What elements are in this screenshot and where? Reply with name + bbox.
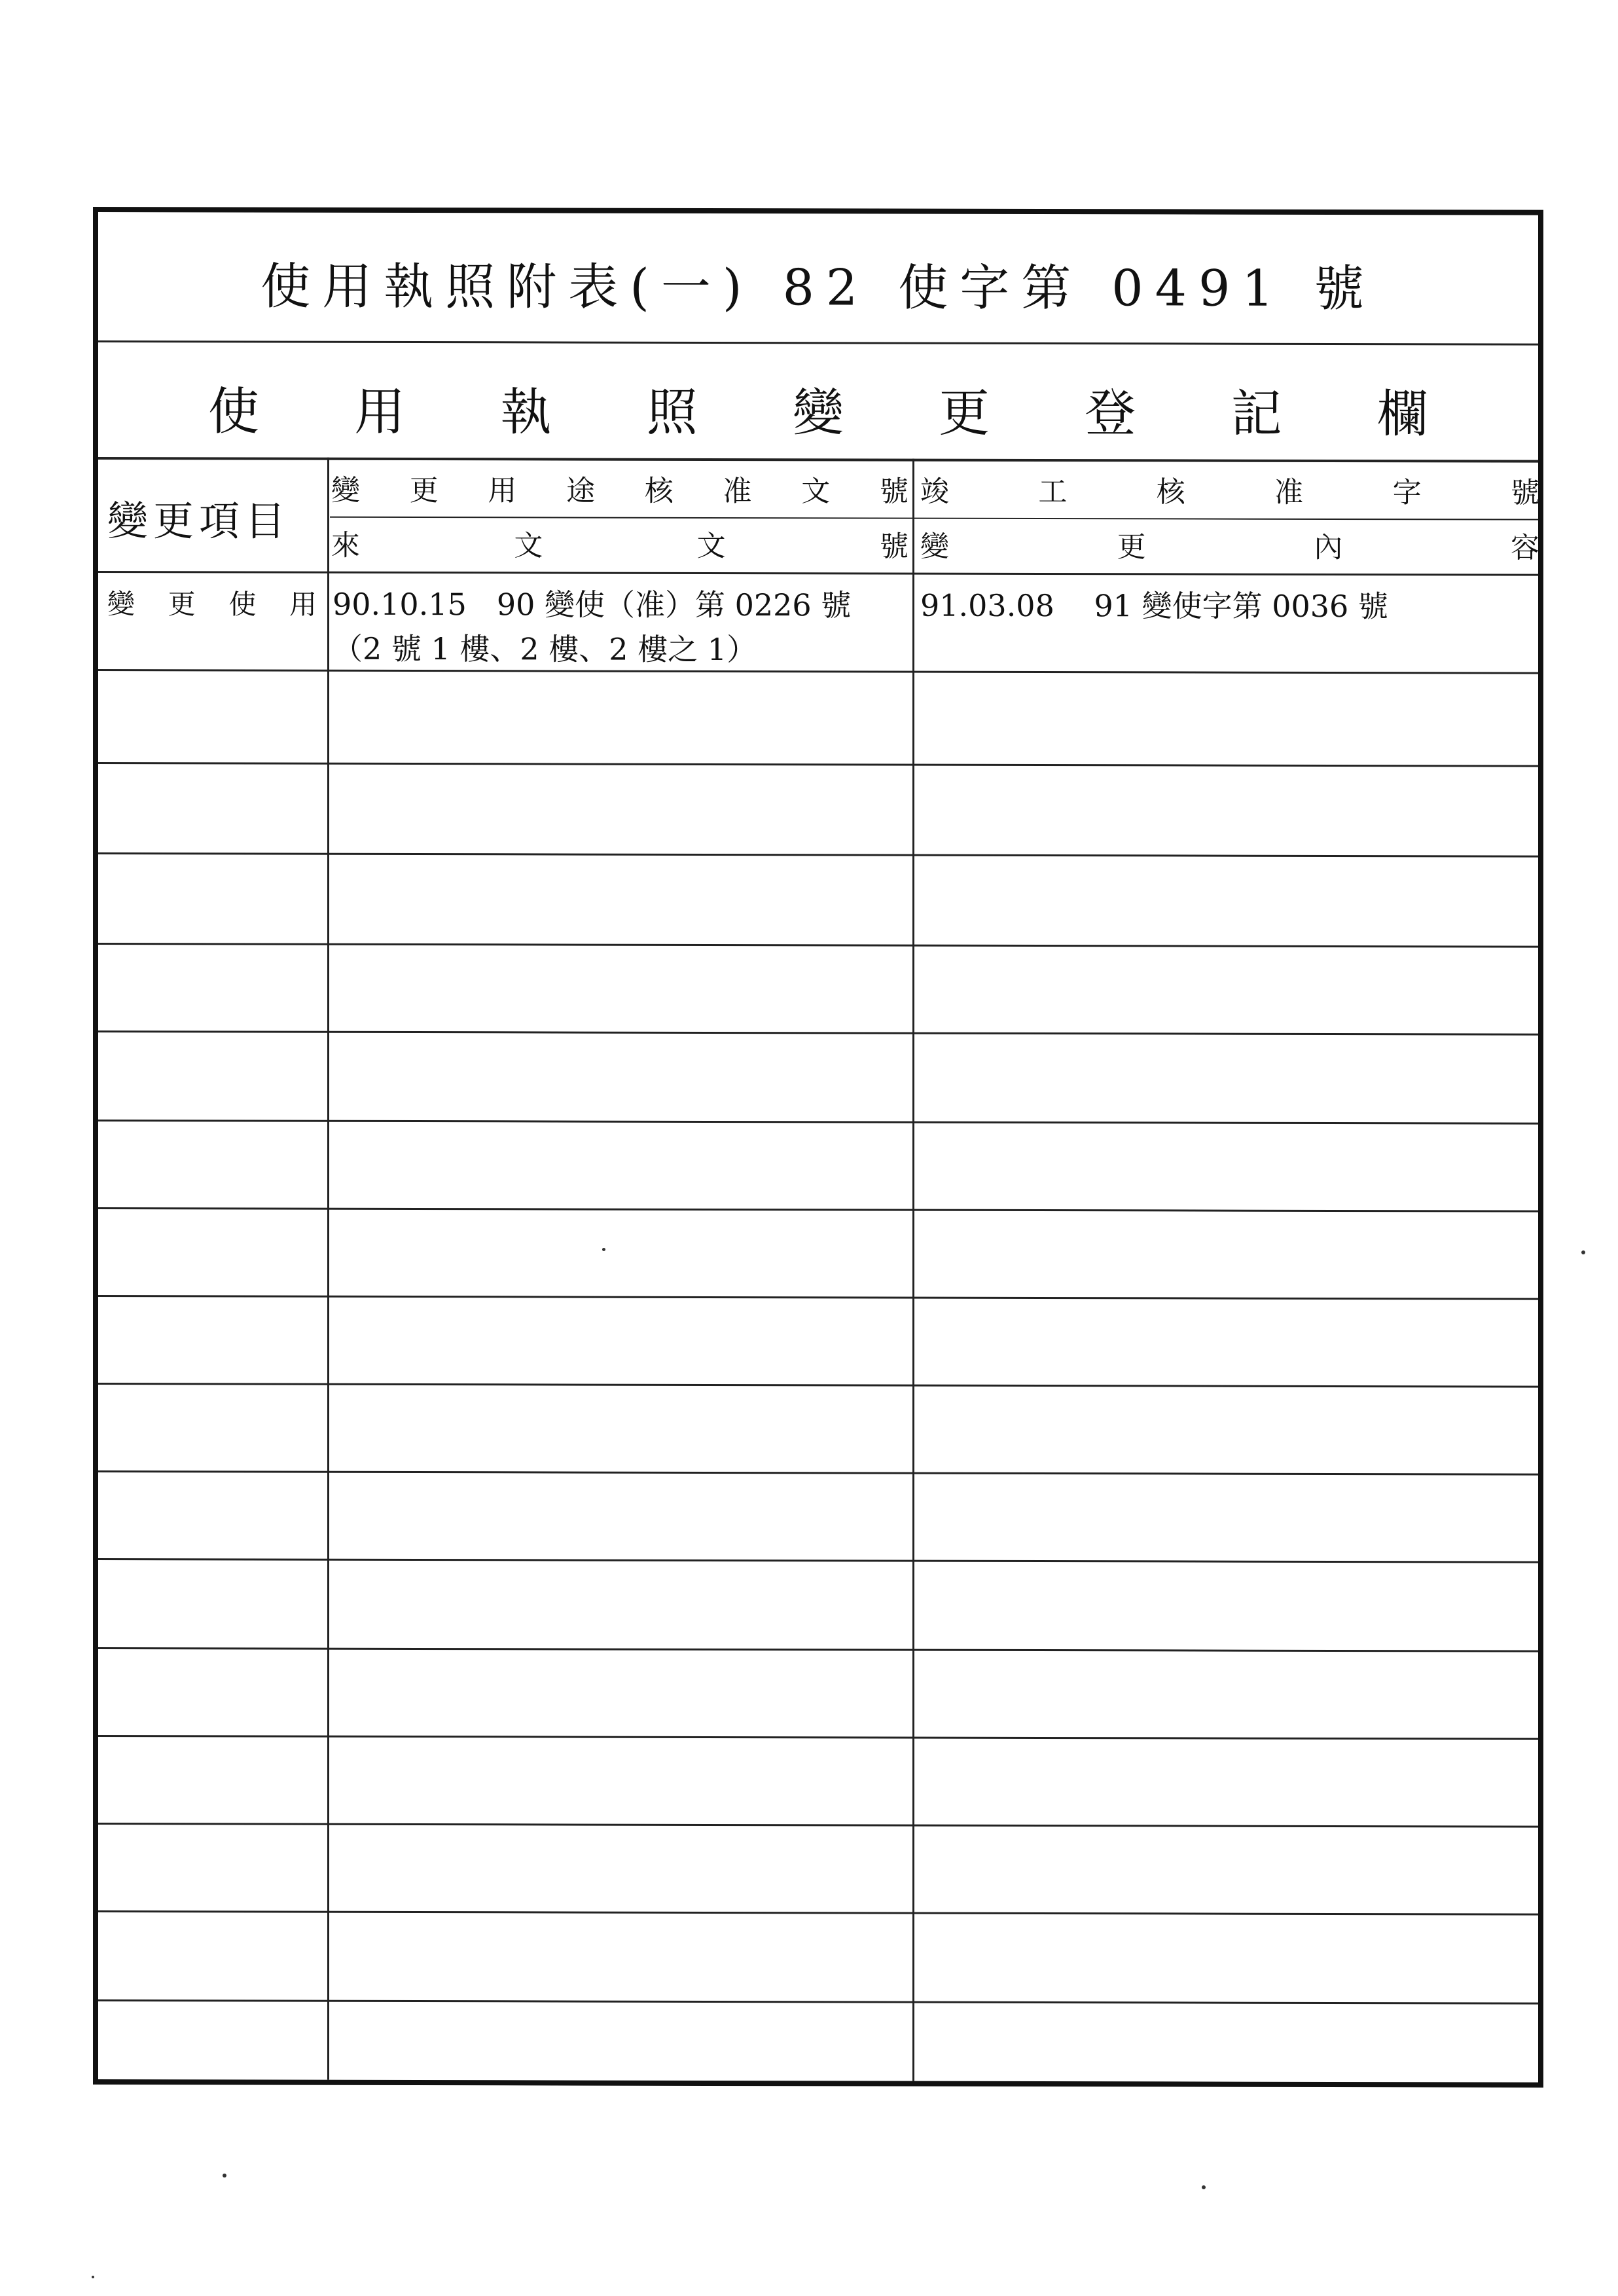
subtitle-char: 更: [939, 384, 990, 443]
row-line: [98, 1295, 1538, 1300]
row-line: [98, 1999, 1538, 2005]
form-subtitle-row: [98, 340, 1538, 460]
row-line: [98, 1558, 1538, 1563]
scan-speck: [1202, 2185, 1206, 2189]
title-part: 使字第: [898, 258, 1083, 318]
form-title: [98, 246, 1538, 321]
title-part: 使用執照附表: [261, 257, 630, 316]
header-item-label: 變更項目: [107, 497, 291, 545]
column-divider: [327, 458, 329, 2080]
title-part: 82: [782, 258, 870, 317]
subtitle-char: 照: [646, 383, 698, 443]
subtitle-char: 使: [208, 382, 260, 442]
header-subdivider: [330, 517, 1538, 520]
scan-speck: [602, 1248, 605, 1251]
entry-approval-line1: 90.10.15 90 變使（准）第 0226 號: [333, 586, 852, 623]
header-completion-approval: 竣 工 核 准 字 號: [920, 475, 1539, 510]
title-part: 號: [1314, 259, 1376, 318]
row-line: [98, 1823, 1538, 1828]
header-change-content: 變 更 內 容: [920, 530, 1539, 565]
row-line: [98, 852, 1538, 858]
entry-item: 變 更 使 用: [107, 588, 317, 621]
subtitle-char: 執: [500, 383, 552, 443]
row-line: [98, 1030, 1538, 1036]
row-line: [98, 1910, 1538, 1916]
row-line: [98, 1470, 1538, 1476]
scan-speck: [1581, 1250, 1585, 1254]
row-line: [98, 943, 1538, 948]
entry-approval-line2: （2 號 1 樓、2 樓、2 樓之 1）: [333, 630, 757, 668]
form-title-row: [98, 212, 1538, 344]
subtitle-char: 用: [354, 382, 406, 442]
row-line: [98, 762, 1538, 767]
header-incoming-doc: 來 文 文 號: [331, 528, 908, 564]
header-approval-doc: 變 更 用 途 核 准 文 號: [331, 473, 908, 509]
title-part: (一): [630, 257, 754, 317]
row-line: [98, 1647, 1538, 1652]
form-subtitle: [208, 371, 1428, 446]
scan-speck: [223, 2174, 226, 2178]
row-line: [98, 1207, 1538, 1212]
row-line: [98, 1735, 1538, 1740]
column-divider: [912, 459, 914, 2081]
license-number: 0491: [1111, 259, 1285, 318]
change-registration-form: [93, 207, 1543, 2088]
entry-completion: 91.03.08 91 變使字第 0036 號: [920, 587, 1388, 625]
row-line: [98, 669, 1538, 674]
subtitle-char: 登: [1085, 384, 1136, 444]
subtitle-char: 欄: [1376, 385, 1428, 445]
scan-speck: [92, 2276, 94, 2278]
row-line: [98, 1383, 1538, 1388]
subtitle-char: 記: [1231, 384, 1282, 444]
subtitle-char: 變: [792, 384, 844, 443]
divider: [98, 571, 1538, 576]
row-line: [98, 1120, 1538, 1125]
